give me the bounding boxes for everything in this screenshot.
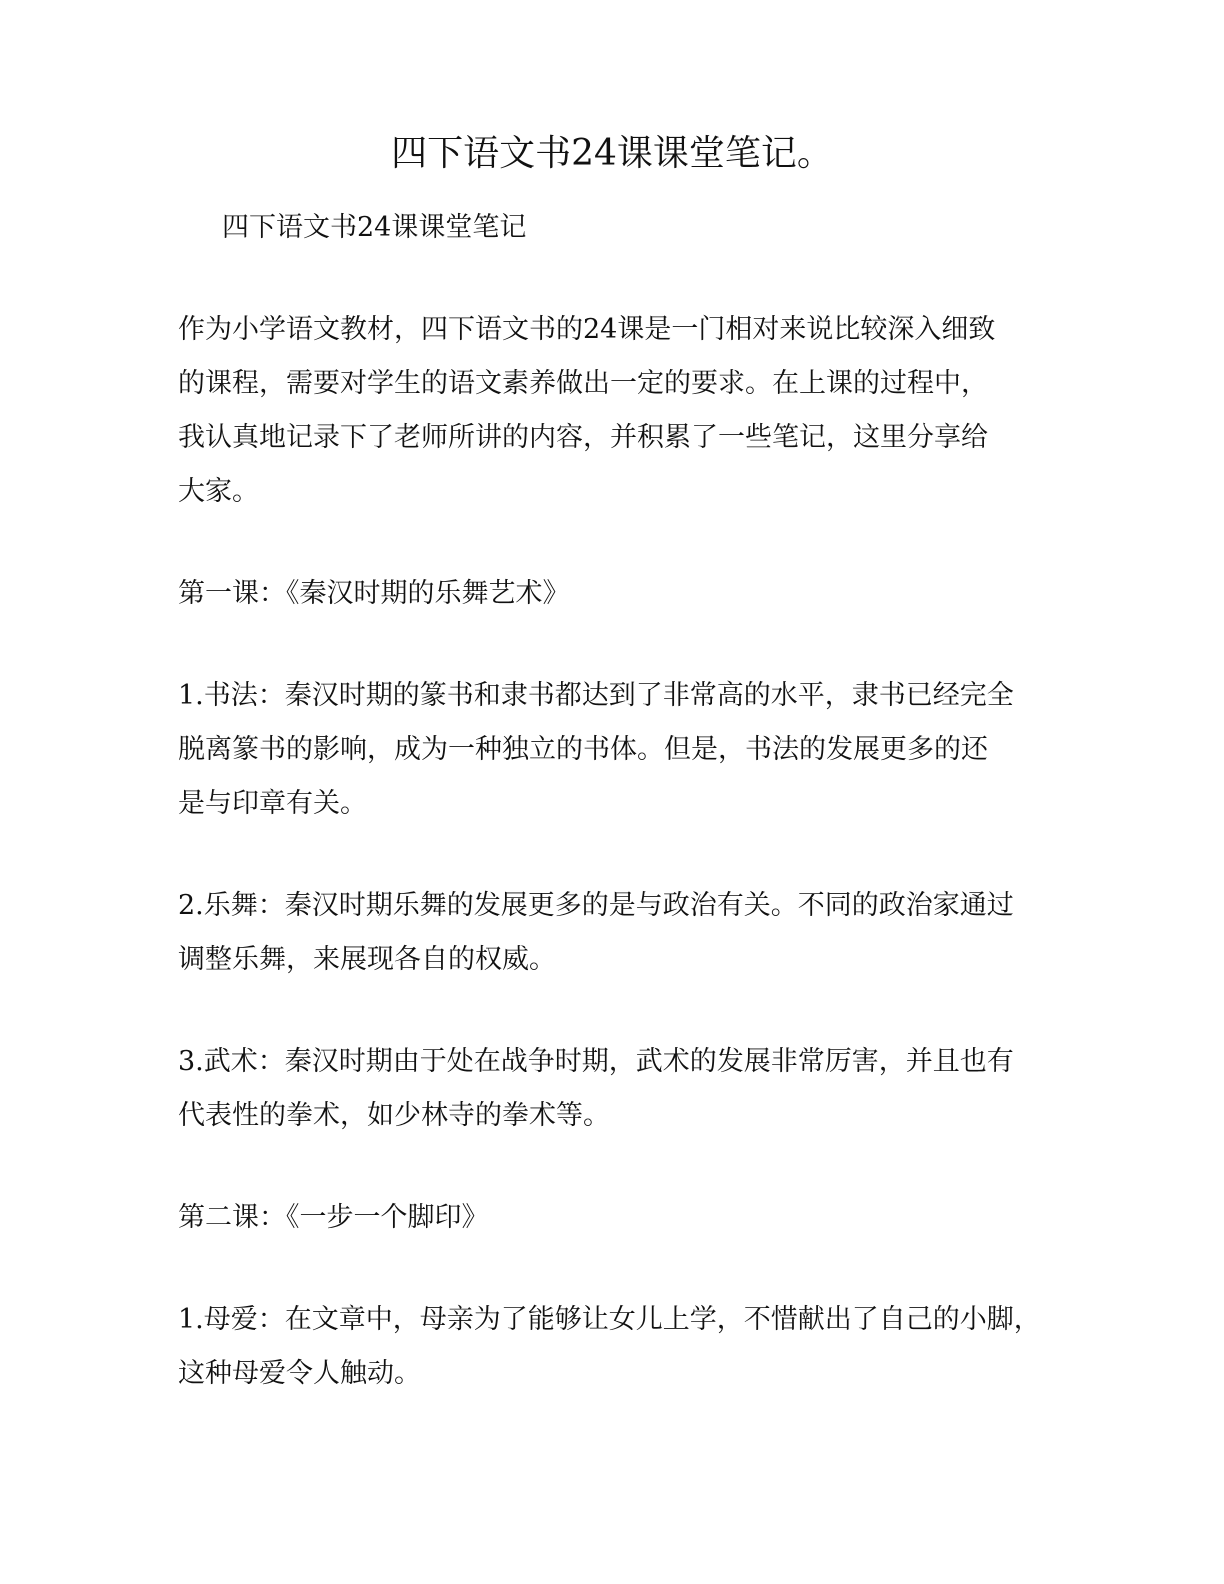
- intro-line-1: 作为小学语文教材，四下语文书的24课是一门相对来说比较深入细致: [178, 314, 996, 345]
- lesson1-item3-line-2: 代表性的拳术，如少林寺的拳术等。: [178, 1100, 610, 1131]
- document-subtitle: 四下语文书24课课堂笔记: [222, 212, 527, 243]
- lesson1-heading: 第一课：《秦汉时期的乐舞艺术》: [178, 578, 570, 609]
- lesson1-item1-line-1: 1.书法：秦汉时期的篆书和隶书都达到了非常高的水平，隶书已经完全: [178, 680, 1014, 711]
- lesson1-item1-line-3: 是与印章有关。: [178, 788, 367, 819]
- lesson1-item3-line-1: 3.武术：秦汉时期由于处在战争时期，武术的发展非常厉害，并且也有: [178, 1046, 1014, 1077]
- lesson2-heading: 第二课：《一步一个脚印》: [178, 1202, 489, 1233]
- lesson2-item1-line-2: 这种母爱令人触动。: [178, 1358, 421, 1389]
- document-title: 四下语文书24课课堂笔记。: [391, 133, 833, 174]
- lesson1-item1-line-2: 脱离篆书的影响，成为一种独立的书体。但是，书法的发展更多的还: [178, 734, 988, 765]
- intro-line-2: 的课程，需要对学生的语文素养做出一定的要求。在上课的过程中，: [178, 368, 988, 399]
- intro-line-4: 大家。: [178, 476, 259, 507]
- lesson1-item2-line-2: 调整乐舞，来展现各自的权威。: [178, 944, 556, 975]
- lesson2-item1-line-1: 1.母爱：在文章中，母亲为了能够让女儿上学，不惜献出了自己的小脚，: [178, 1304, 1041, 1335]
- intro-line-3: 我认真地记录下了老师所讲的内容，并积累了一些笔记，这里分享给: [178, 422, 988, 453]
- lesson1-item2-line-1: 2.乐舞：秦汉时期乐舞的发展更多的是与政治有关。不同的政治家通过: [178, 890, 1014, 921]
